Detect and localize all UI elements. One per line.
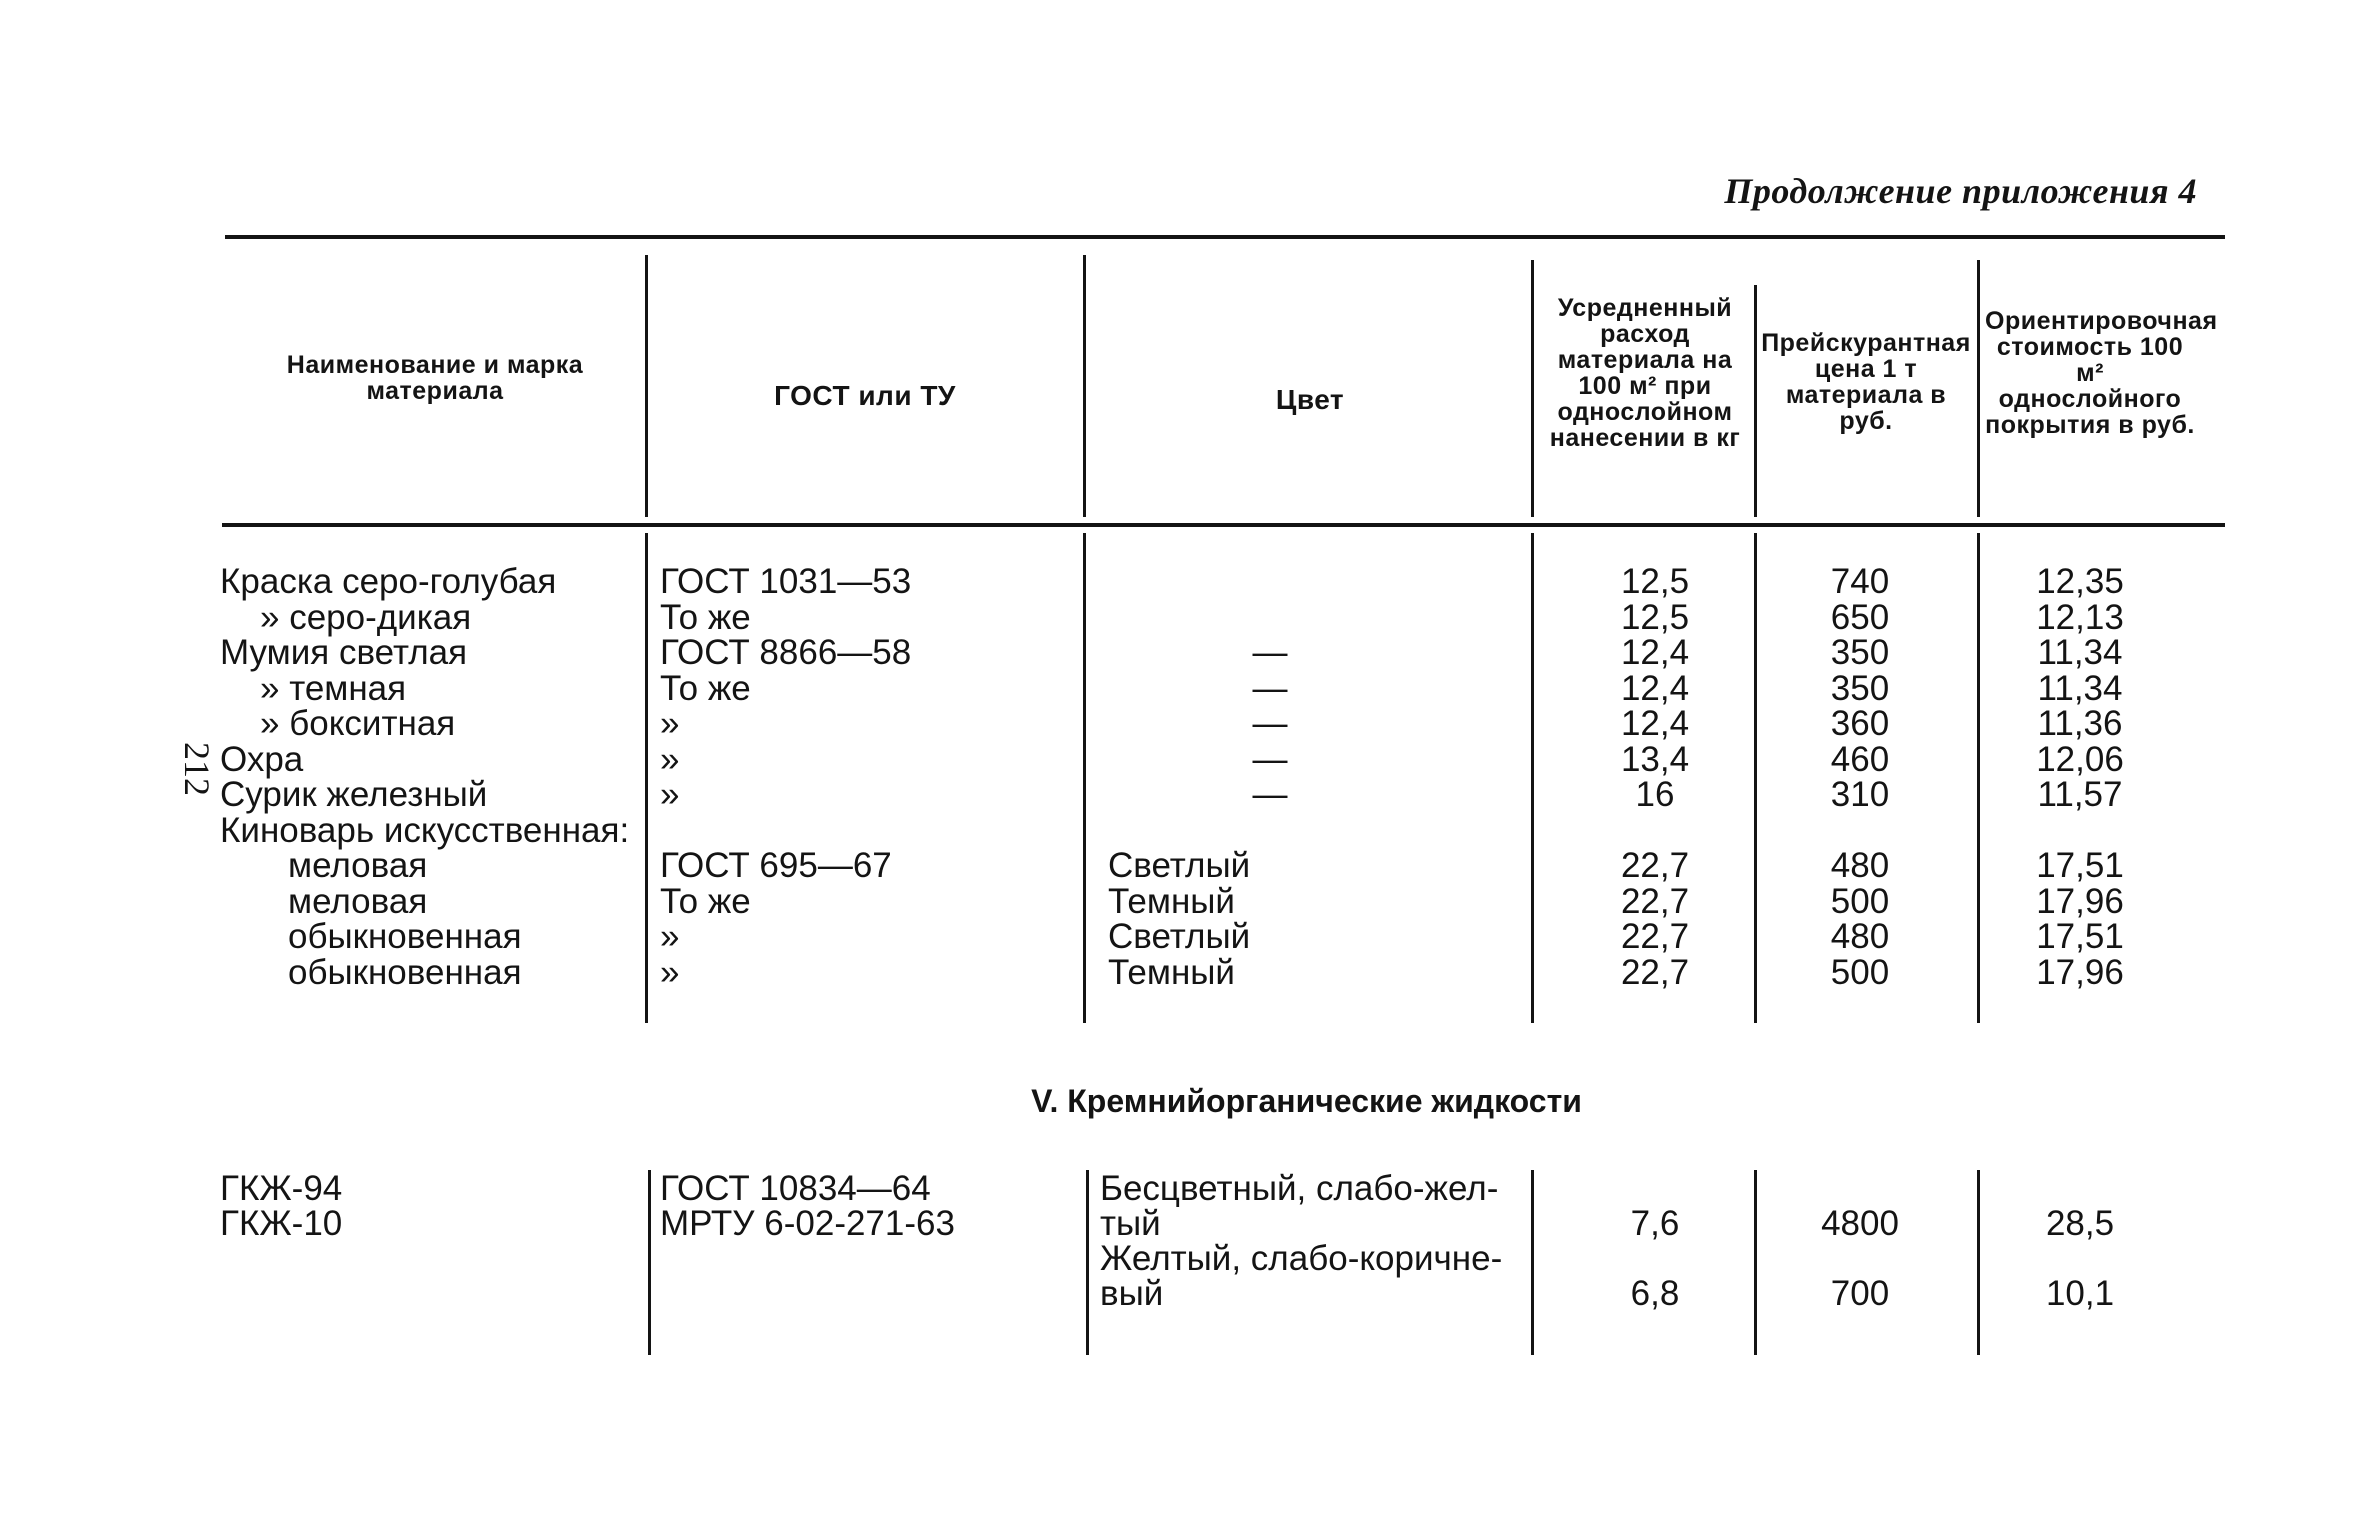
- row-color: —: [1252, 740, 1288, 779]
- row-cost: 11,34: [2037, 633, 2123, 672]
- row-consumption: 22,7: [1620, 846, 1690, 885]
- section-divider-3: [1531, 1170, 1534, 1355]
- section-consumption-1: 7,6: [1630, 1204, 1680, 1243]
- header-consumption: Усредненный расход материала на 100 м² при однослойном нанесении в кг: [1549, 294, 1741, 452]
- row-name: » бокситная: [260, 704, 456, 743]
- row-name: обыкновенная: [288, 917, 522, 956]
- row-name: Киноварь искусственная:: [220, 811, 630, 850]
- row-price: 650: [1830, 598, 1890, 637]
- row-gost: »: [660, 775, 680, 814]
- row-name: меловая: [288, 882, 428, 921]
- row-price: 500: [1830, 882, 1890, 921]
- row-consumption: 12,4: [1620, 669, 1690, 708]
- header-divider-3: [1531, 260, 1534, 517]
- header-divider-4: [1754, 285, 1757, 517]
- row-cost: 12,06: [2036, 740, 2124, 779]
- section-divider-1: [648, 1170, 651, 1355]
- row-price: 350: [1830, 633, 1890, 672]
- section-divider-5: [1977, 1170, 1980, 1355]
- row-consumption: 12,4: [1620, 704, 1690, 743]
- row-color: Светлый: [1108, 846, 1251, 885]
- row-cost: 11,57: [2037, 775, 2123, 814]
- section-price-1: 4800: [1821, 1204, 1899, 1243]
- row-name: Мумия светлая: [220, 633, 468, 672]
- row-cost: 11,34: [2037, 669, 2123, 708]
- row-color: —: [1252, 669, 1288, 708]
- page-number: 212: [177, 742, 217, 796]
- row-cost: 12,13: [2036, 598, 2124, 637]
- row-color: Темный: [1108, 953, 1235, 992]
- section-color-1a: Бесцветный, слабо-жел-: [1100, 1169, 1499, 1208]
- section-divider-4: [1754, 1170, 1757, 1355]
- body-divider-3: [1531, 533, 1534, 1023]
- row-color: Светлый: [1108, 917, 1251, 956]
- row-color: —: [1252, 633, 1288, 672]
- header-cost: Ориентировочная стоимость 100 м² однослойного покрытия в руб.: [1985, 307, 2218, 439]
- row-gost: То же: [660, 669, 751, 708]
- row-cost: 17,96: [2036, 882, 2124, 921]
- row-price: 460: [1830, 740, 1890, 779]
- section-name-2: ГКЖ-10: [220, 1204, 343, 1243]
- body-divider-5: [1977, 533, 1980, 1023]
- body-divider-4: [1754, 533, 1757, 1023]
- row-consumption: 22,7: [1620, 882, 1690, 921]
- header-color: Цвет: [1275, 384, 1345, 415]
- row-color: —: [1252, 704, 1288, 743]
- row-name: Краска серо-голубая: [220, 562, 557, 601]
- table-top-rule: [225, 235, 2225, 239]
- row-consumption: 12,5: [1620, 598, 1690, 637]
- row-gost: »: [660, 704, 680, 743]
- row-color: —: [1252, 775, 1288, 814]
- row-name: Охра: [220, 740, 304, 779]
- row-consumption: 12,4: [1620, 633, 1690, 672]
- row-cost: 17,96: [2036, 953, 2124, 992]
- row-cost: 12,35: [2036, 562, 2124, 601]
- row-consumption: 16: [1635, 775, 1675, 814]
- row-consumption: 13,4: [1620, 740, 1690, 779]
- row-gost: »: [660, 917, 680, 956]
- row-consumption: 22,7: [1620, 953, 1690, 992]
- section-color-2b: вый: [1100, 1274, 1164, 1313]
- row-name: меловая: [288, 846, 428, 885]
- header-divider-1: [645, 255, 648, 517]
- row-price: 740: [1830, 562, 1890, 601]
- row-cost: 17,51: [2036, 917, 2124, 956]
- row-price: 350: [1830, 669, 1890, 708]
- row-consumption: 12,5: [1620, 562, 1690, 601]
- continuation-label: Продолжение приложения 4: [1724, 171, 2197, 211]
- header-bottom-rule: [222, 523, 2225, 527]
- row-gost: ГОСТ 1031—53: [660, 562, 912, 601]
- row-cost: 17,51: [2036, 846, 2124, 885]
- row-price: 310: [1830, 775, 1890, 814]
- row-gost: То же: [660, 882, 751, 921]
- row-name: » темная: [260, 669, 407, 708]
- section-consumption-2: 6,8: [1630, 1274, 1680, 1313]
- row-gost: ГОСТ 8866—58: [660, 633, 912, 672]
- header-price: Прейскурантная цена 1 т материала в руб.: [1761, 329, 1971, 435]
- row-name: » серо-дикая: [260, 598, 472, 637]
- row-gost: То же: [660, 598, 751, 637]
- section-color-1b: тый: [1100, 1204, 1161, 1243]
- section-name-1: ГКЖ-94: [220, 1169, 343, 1208]
- section-cost-2: 10,1: [2045, 1274, 2115, 1313]
- section-divider-2: [1086, 1170, 1089, 1355]
- section-price-2: 700: [1830, 1274, 1890, 1313]
- body-divider-2: [1083, 533, 1086, 1023]
- row-gost: »: [660, 953, 680, 992]
- body-divider-1: [645, 533, 648, 1023]
- section-title: V. Кремнийорганические жидкости: [1031, 1083, 1582, 1119]
- section-cost-1: 28,5: [2045, 1204, 2115, 1243]
- section-gost-1: ГОСТ 10834—64: [660, 1169, 931, 1208]
- row-name: обыкновенная: [288, 953, 522, 992]
- row-name: Сурик железный: [220, 775, 488, 814]
- row-gost: »: [660, 740, 680, 779]
- row-gost: ГОСТ 695—67: [660, 846, 892, 885]
- row-consumption: 22,7: [1620, 917, 1690, 956]
- header-gost: ГОСТ или ТУ: [774, 380, 956, 411]
- row-color: Темный: [1108, 882, 1235, 921]
- row-price: 360: [1830, 704, 1890, 743]
- header-name: Наименование и марка материала: [286, 351, 584, 405]
- section-color-2a: Желтый, слабо-коричне-: [1100, 1239, 1503, 1278]
- row-price: 500: [1830, 953, 1890, 992]
- row-price: 480: [1830, 917, 1890, 956]
- row-cost: 11,36: [2037, 704, 2123, 743]
- header-divider-5: [1977, 260, 1980, 517]
- header-divider-2: [1083, 255, 1086, 517]
- section-gost-2: МРТУ 6-02-271-63: [660, 1204, 955, 1243]
- row-price: 480: [1830, 846, 1890, 885]
